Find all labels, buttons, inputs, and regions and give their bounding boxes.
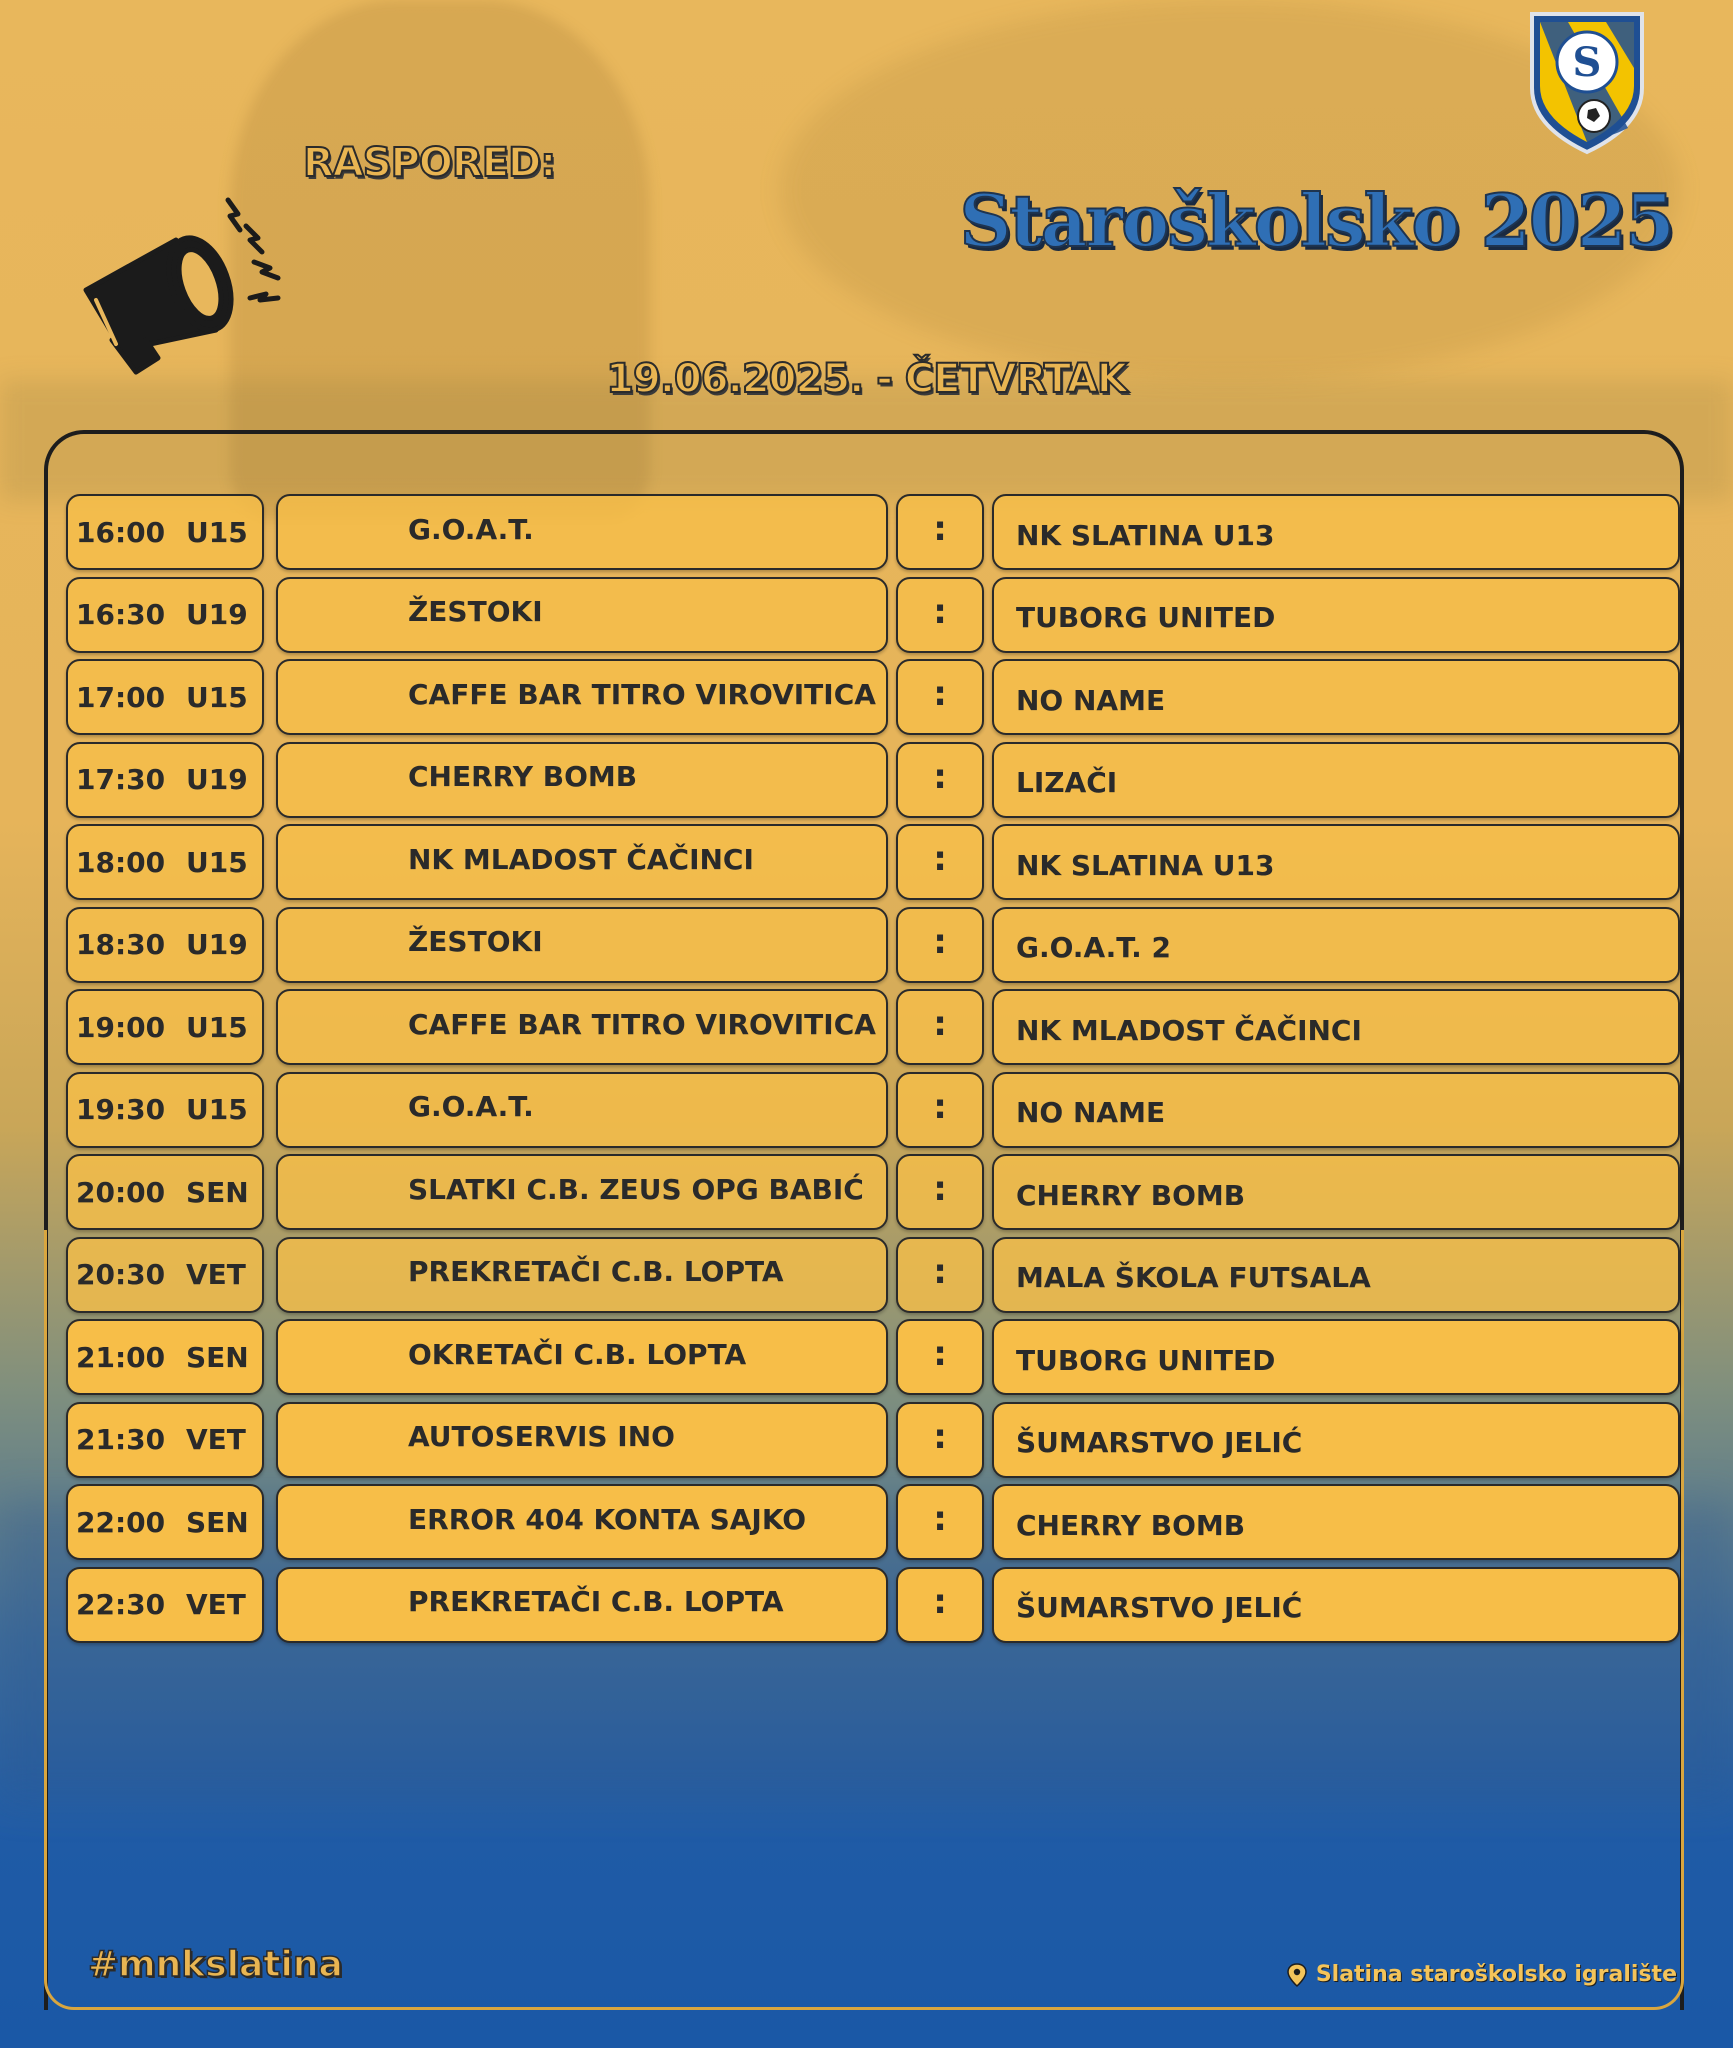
- match-time: 16:30: [76, 598, 166, 631]
- home-team: G.O.A.T.: [276, 494, 888, 570]
- home-team: ŽESTOKI: [276, 577, 888, 653]
- match-time: 19:00: [76, 1010, 166, 1044]
- away-team: ŠUMARSTVO JELIĆ: [992, 1402, 1680, 1478]
- match-time: 18:00: [76, 845, 166, 879]
- away-team: LIZAČI: [992, 742, 1680, 818]
- away-team: CHERRY BOMB: [992, 1154, 1680, 1230]
- location-pin-icon: [1286, 1963, 1308, 1987]
- match-row: [66, 742, 1682, 818]
- match-row: [66, 1154, 1682, 1230]
- hashtag-text: #mnkslatina: [88, 1944, 343, 1985]
- match-row: [66, 1319, 1682, 1395]
- score-separator: :: [896, 1237, 984, 1313]
- home-team: PREKRETAČI C.B. LOPTA: [276, 1237, 888, 1313]
- away-team: ŠUMARSTVO JELIĆ: [992, 1567, 1680, 1643]
- match-category: SEN: [186, 1175, 249, 1209]
- match-category: U15: [186, 845, 248, 879]
- away-team: NK MLADOST ČAČINCI: [992, 989, 1680, 1065]
- away-team: NK SLATINA U13: [992, 824, 1680, 900]
- away-team: NK SLATINA U13: [992, 494, 1680, 570]
- club-crest-icon: [1528, 8, 1646, 156]
- home-team: CHERRY BOMB: [276, 742, 888, 818]
- match-category: U15: [186, 680, 248, 714]
- match-row: [66, 577, 1682, 653]
- home-team: G.O.A.T.: [276, 1072, 888, 1148]
- match-time: 22:30: [76, 1588, 166, 1621]
- match-category: U19: [186, 598, 248, 631]
- match-time-cell: [66, 577, 264, 653]
- match-time: 17:00: [76, 680, 166, 714]
- away-team: NO NAME: [992, 659, 1680, 735]
- megaphone-icon: [66, 180, 286, 380]
- match-time-cell: [66, 1319, 264, 1395]
- match-time-cell: [66, 1484, 264, 1560]
- match-category: U15: [186, 1093, 248, 1126]
- match-time-cell: [66, 1154, 264, 1230]
- venue-info: [1286, 1962, 1677, 1987]
- score-separator: :: [896, 1484, 984, 1560]
- score-separator: :: [896, 907, 984, 983]
- match-time: 19:30: [76, 1093, 166, 1126]
- home-team: NK MLADOST ČAČINCI: [276, 824, 888, 900]
- match-category: U19: [186, 763, 248, 796]
- match-time: 18:30: [76, 928, 166, 961]
- match-time-cell: [66, 742, 264, 818]
- match-row: [66, 1402, 1682, 1478]
- score-separator: :: [896, 742, 984, 818]
- match-time: 20:30: [76, 1258, 166, 1291]
- away-team: TUBORG UNITED: [992, 577, 1680, 653]
- match-row: [66, 907, 1682, 983]
- match-time: 22:00: [76, 1505, 166, 1539]
- match-time-cell: [66, 989, 264, 1065]
- match-row: [66, 1484, 1682, 1560]
- away-team: MALA ŠKOLA FUTSALA: [992, 1237, 1680, 1313]
- home-team: AUTOSERVIS INO: [276, 1402, 888, 1478]
- score-separator: :: [896, 494, 984, 570]
- crest-letter: S: [1572, 39, 1602, 86]
- home-team: SLATKI C.B. ZEUS OPG BABIĆ: [276, 1154, 888, 1230]
- match-row: [66, 659, 1682, 735]
- match-time: 21:30: [76, 1423, 166, 1456]
- event-date: 19.06.2025. - ČETVRTAK: [606, 356, 1127, 402]
- match-time: 21:00: [76, 1340, 166, 1374]
- home-team: OKRETAČI C.B. LOPTA: [276, 1319, 888, 1395]
- match-time-cell: [66, 1567, 264, 1643]
- match-category: VET: [186, 1423, 246, 1456]
- score-separator: :: [896, 1567, 984, 1643]
- score-separator: :: [896, 824, 984, 900]
- match-category: U19: [186, 928, 248, 961]
- away-team: G.O.A.T. 2: [992, 907, 1680, 983]
- away-team: CHERRY BOMB: [992, 1484, 1680, 1560]
- match-row: [66, 1567, 1682, 1643]
- match-category: SEN: [186, 1340, 249, 1374]
- match-category: U15: [186, 1010, 248, 1044]
- score-separator: :: [896, 989, 984, 1065]
- match-time-cell: [66, 824, 264, 900]
- schedule-table: [66, 494, 1682, 1649]
- match-row: [66, 1237, 1682, 1313]
- match-category: SEN: [186, 1505, 249, 1539]
- venue-text: Slatina staroškolsko igralište: [1315, 1962, 1677, 1987]
- match-time-cell: [66, 659, 264, 735]
- match-row: [66, 989, 1682, 1065]
- schedule-label: RASPORED:: [303, 140, 556, 186]
- score-separator: :: [896, 1154, 984, 1230]
- match-row: [66, 494, 1682, 570]
- match-category: VET: [186, 1588, 246, 1621]
- match-time: 16:00: [76, 515, 166, 549]
- match-category: VET: [186, 1258, 246, 1291]
- home-team: ERROR 404 KONTA SAJKO: [276, 1484, 888, 1560]
- score-separator: :: [896, 659, 984, 735]
- match-time-cell: [66, 1402, 264, 1478]
- score-separator: :: [896, 577, 984, 653]
- match-time: 20:00: [76, 1175, 166, 1209]
- match-row: [66, 1072, 1682, 1148]
- event-title: Staroškolsko 2025: [959, 178, 1673, 263]
- match-time-cell: [66, 1237, 264, 1313]
- match-time-cell: [66, 1072, 264, 1148]
- away-team: TUBORG UNITED: [992, 1319, 1680, 1395]
- match-time-cell: [66, 494, 264, 570]
- home-team: CAFFE BAR TITRO VIROVITICA: [276, 659, 888, 735]
- match-time: 17:30: [76, 763, 166, 796]
- away-team: NO NAME: [992, 1072, 1680, 1148]
- match-category: U15: [186, 515, 248, 549]
- match-row: [66, 824, 1682, 900]
- score-separator: :: [896, 1072, 984, 1148]
- home-team: ŽESTOKI: [276, 907, 888, 983]
- score-separator: :: [896, 1319, 984, 1395]
- home-team: CAFFE BAR TITRO VIROVITICA: [276, 989, 888, 1065]
- match-time-cell: [66, 907, 264, 983]
- home-team: PREKRETAČI C.B. LOPTA: [276, 1567, 888, 1643]
- score-separator: :: [896, 1402, 984, 1478]
